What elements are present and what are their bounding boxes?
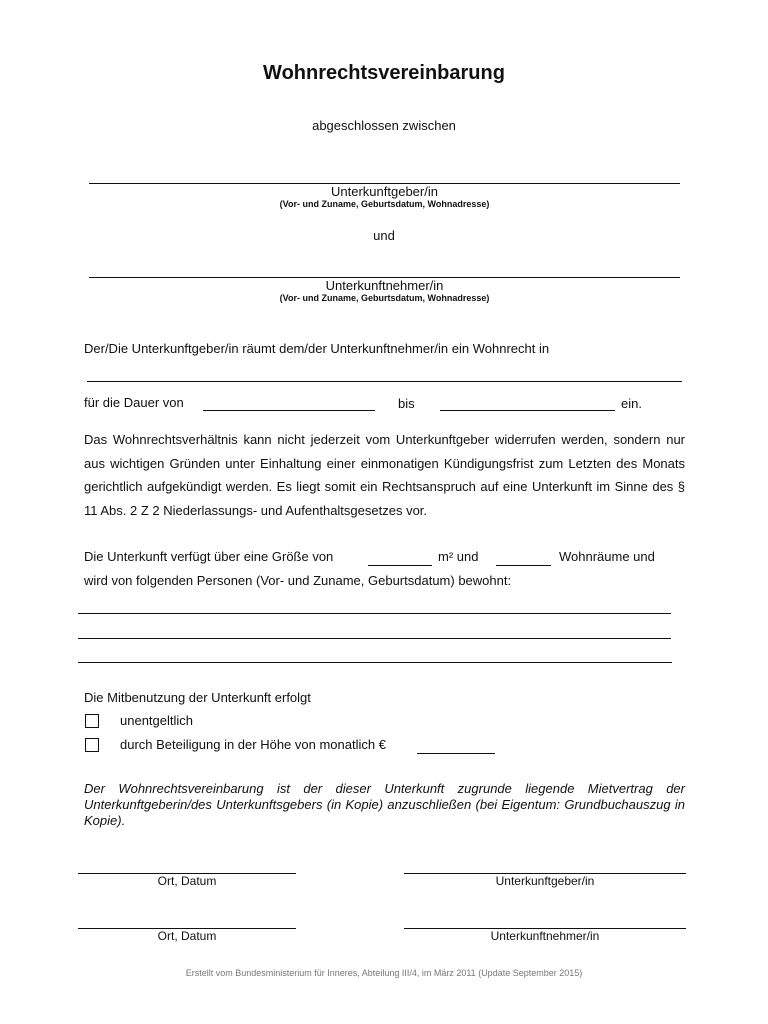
occupant-line-3[interactable] — [78, 662, 672, 663]
party2-hint: (Vor- und Zuname, Geburtsdatum, Wohnadresse) — [279, 293, 490, 303]
occupant-line-2[interactable] — [78, 638, 671, 639]
concluded-between-text: abgeschlossen zwischen — [312, 118, 456, 133]
place-date-label-2: Ort, Datum — [157, 929, 217, 943]
taker-signature-label: Unterkunftnehmer/in — [490, 929, 600, 943]
grant-text: Der/Die Unterkunftgeber/in räumt dem/der Unterkunftnehmer/in ein Wohnrecht in — [84, 341, 550, 356]
size-prefix: Die Unterkunft verfügt über eine Größe von — [84, 549, 334, 564]
paid-checkbox[interactable] — [85, 738, 99, 752]
party2-label: Unterkunftnehmer/in — [325, 278, 444, 293]
size-unit: m² und — [438, 549, 479, 564]
duration-to-label: bis — [398, 396, 415, 411]
rooms-field[interactable] — [496, 565, 551, 566]
party1-hint: (Vor- und Zuname, Geburtsdatum, Wohnadresse) — [279, 199, 490, 209]
free-option-label: unentgeltlich — [120, 713, 193, 728]
rooms-label: Wohnräume und — [559, 549, 655, 564]
duration-to-field[interactable] — [440, 410, 615, 411]
occupant-line-1[interactable] — [78, 613, 671, 614]
size-sqm-field[interactable] — [368, 565, 432, 566]
monthly-amount-field[interactable] — [417, 753, 495, 754]
address-fill-line[interactable] — [87, 381, 682, 382]
usage-heading: Die Mitbenutzung der Unterkunft erfolgt — [84, 690, 311, 705]
duration-from-label: für die Dauer von — [84, 395, 184, 410]
place-date-label-1: Ort, Datum — [157, 874, 217, 888]
party1-label: Unterkunftgeber/in — [331, 184, 438, 199]
document-title: Wohnrechtsvereinbarung — [263, 62, 505, 84]
and-text: und — [373, 228, 395, 243]
duration-end-label: ein. — [621, 396, 642, 411]
paid-option-label: durch Beteiligung in der Höhe von monatlich € — [120, 737, 386, 752]
revocation-paragraph: Das Wohnrechtsverhältnis kann nicht jederzeit vom Unterkunftgeber widerrufen werden, sondern nur aus wichtigen Gründen unter Einhaltung einer einmonatigen Kündigungsfrist zum Letzten des Monats gerichtlich aufgekündigt werden. Es liegt somit ein Rechtsanspruch auf eine Unterkunft im Sinne des § 11 Abs. 2 Z 2 Niederlassungs- und Aufenthaltsgesetzes vor. — [84, 432, 685, 518]
attachment-note: Der Wohnrechtsvereinbarung ist der dieser Unterkunft zugrunde liegende Mietvertrag der Unterkunftgeberin/des Unterkunftsgebers (in Kopie) anzuschließen (bei Eigentum: Grundbuchauszug in Kopie). — [84, 781, 685, 828]
footer-credit: Erstellt vom Bundesministerium für Inneres, Abteilung III/4, im März 2011 (Update September 2015) — [185, 968, 583, 978]
duration-from-field[interactable] — [203, 410, 375, 411]
occupants-text: wird von folgenden Personen (Vor- und Zuname, Geburtsdatum) bewohnt: — [84, 573, 512, 588]
giver-signature-label: Unterkunftgeber/in — [495, 874, 595, 888]
free-checkbox[interactable] — [85, 714, 99, 728]
